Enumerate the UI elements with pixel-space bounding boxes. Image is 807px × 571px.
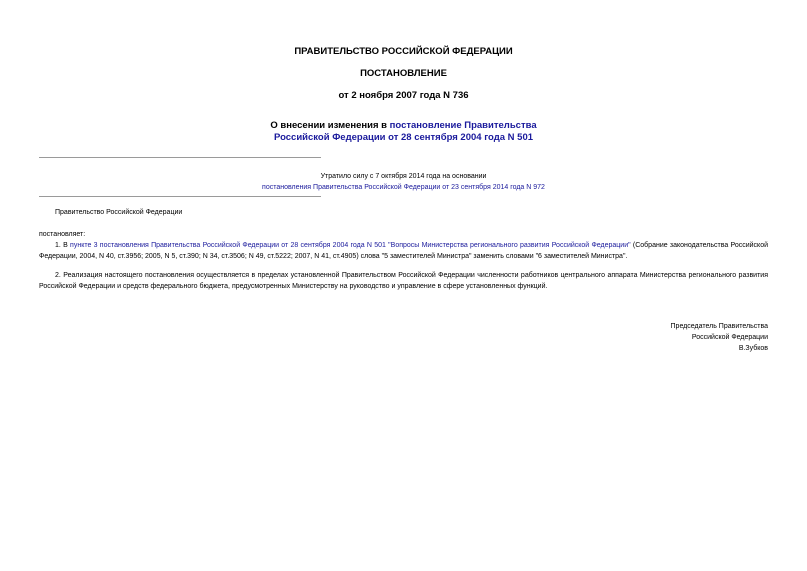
title-link-amended-resolution-cont[interactable]: Российской Федерации от 28 сентября 2004 года N 501: [273, 132, 534, 143]
signature-title-line2: Российской Федерации: [691, 334, 768, 341]
title-link-amended-resolution[interactable]: постановление Правительства: [389, 120, 537, 131]
signature-block: [500, 321, 768, 354]
paragraph-1: [39, 240, 768, 262]
separator-top: [39, 157, 321, 158]
status-note: [39, 171, 768, 193]
signature-title-line1: Председатель Правительства: [670, 323, 768, 330]
intro-paragraph: Правительство Российской Федерации: [55, 209, 183, 216]
separator-bottom: [39, 196, 321, 197]
status-note-link[interactable]: постановления Правительства Российской Федерации от 23 сентября 2014 года N 972: [262, 184, 545, 191]
document-title: [0, 120, 807, 144]
paragraph-1-end: (Собрание законодательства Российской Федерации, 2004, N 40, ст.3956; 2005, N 5, ст.390; N 34, ст.3506; N 49, ст.5222; 2007, N 41, ст.4905) слова "5 заместителей Министра" заменить словами "6 заместителей Министра".: [39, 242, 769, 260]
signature-name: В.Зубков: [738, 345, 768, 352]
decides-paragraph: постановляет:: [39, 231, 86, 238]
title-prefix: О внесении изменения в: [270, 120, 390, 131]
paragraph-1-start: 1. В: [55, 242, 71, 249]
status-note-text: Утратило силу с 7 октября 2014 года на основании: [320, 173, 487, 180]
paragraph-1-link[interactable]: пункте 3 постановления Правительства Российской Федерации от 28 сентября 2004 года N 501 "Вопросы Министерства регионального развития Российской Федерации": [70, 242, 631, 249]
document-date-number: от 2 ноября 2007 года N 736: [338, 90, 469, 101]
government-heading: ПРАВИТЕЛЬСТВО РОССИЙСКОЙ ФЕДЕРАЦИИ: [294, 46, 513, 57]
paragraph-2: 2. Реализация настоящего постановления осуществляется в пределах установленной Правительством Российской Федерации численности работников центрального аппарата Министерства регионального развития Российской Федерации и средств федерального бюджета, предусмотренных Министерству на руководство и управление в сфере установленных функций.: [39, 272, 768, 290]
document-type-heading: ПОСТАНОВЛЕНИЕ: [360, 68, 447, 79]
